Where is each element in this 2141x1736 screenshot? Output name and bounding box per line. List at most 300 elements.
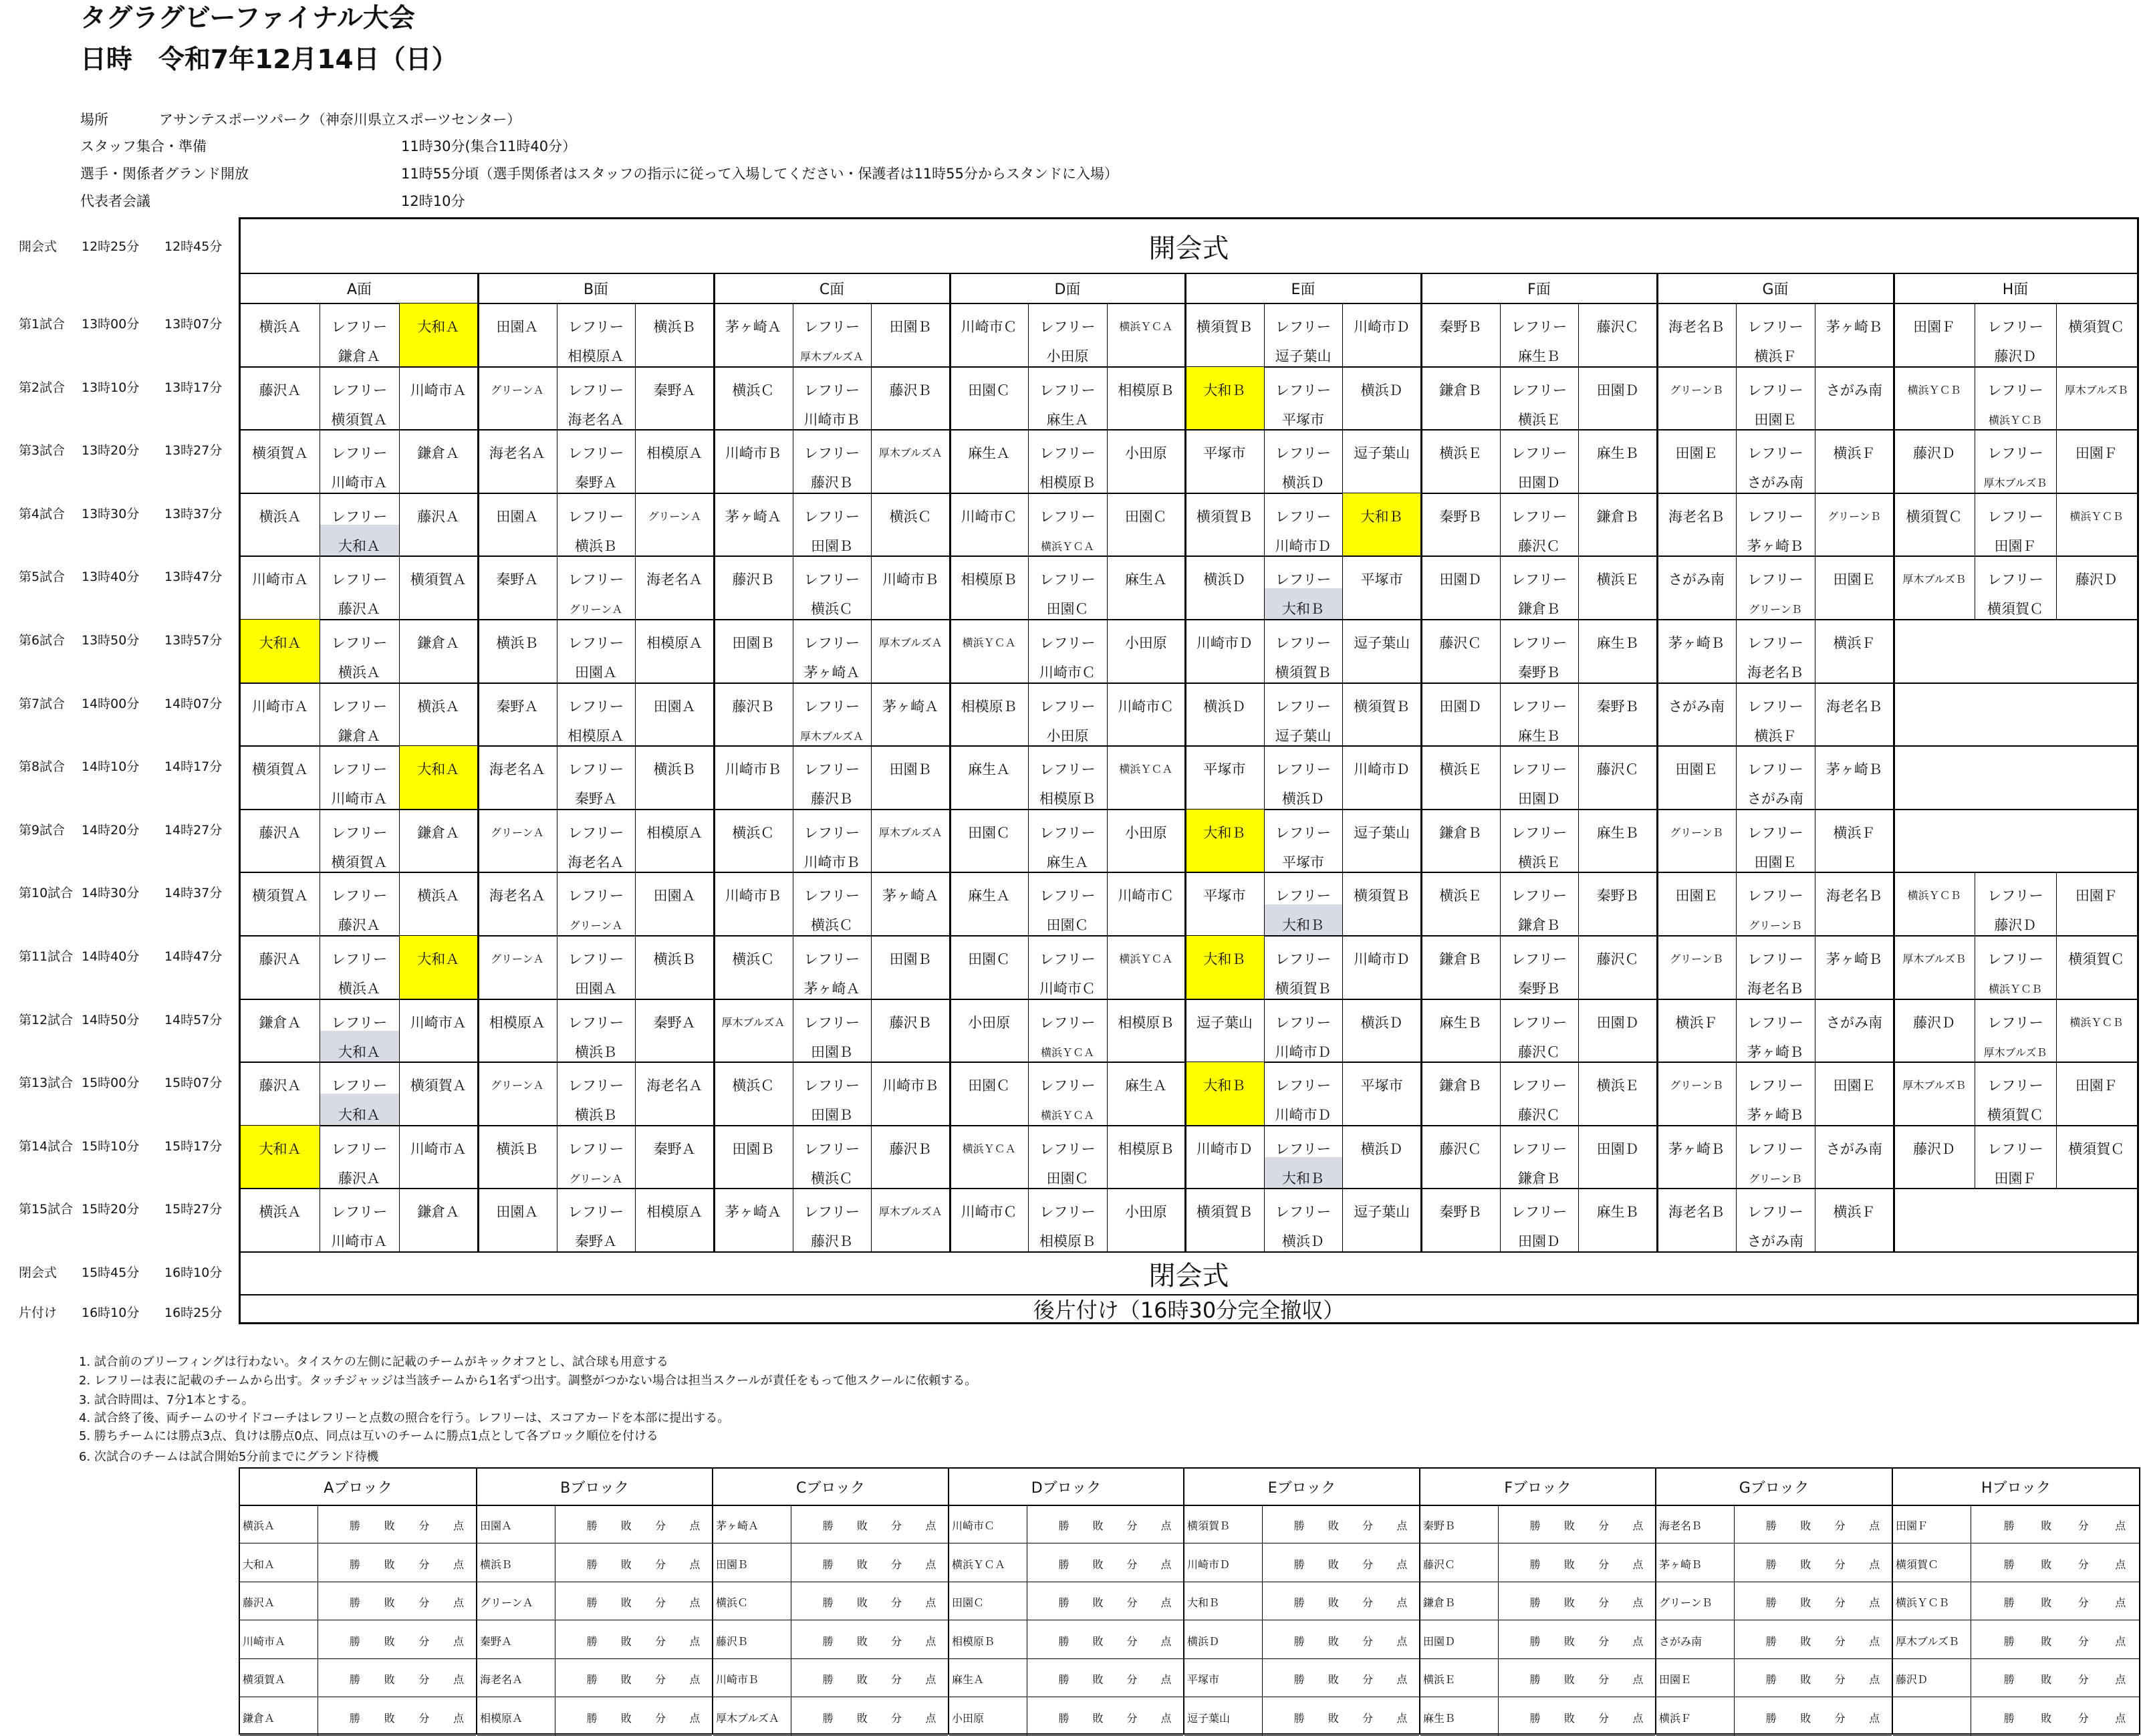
standings-col-label: 分 bbox=[891, 1711, 902, 1725]
standings-tables bbox=[239, 1467, 2139, 1735]
referee-cell: レフリー 鎌倉Ａ bbox=[331, 698, 388, 744]
standings-col-label: 点 bbox=[2115, 1634, 2126, 1648]
referee-cell: レフリー 麻生Ｂ bbox=[1511, 698, 1567, 744]
standings-row bbox=[1184, 1505, 1419, 1543]
standings-col-label: 勝 bbox=[2003, 1519, 2015, 1532]
team-cell: 海老名Ａ bbox=[489, 445, 545, 462]
team-cell: 平塚市 bbox=[1203, 445, 1246, 462]
standings-col-label: 敗 bbox=[1328, 1519, 1339, 1532]
standings-col-label: 勝 bbox=[822, 1634, 834, 1648]
opening-time-label: 開会式 12時25分 12時45分 bbox=[19, 239, 223, 254]
referee-cell: レフリー 横浜Ａ bbox=[331, 635, 388, 680]
team-cell: 川崎市Ｂ bbox=[725, 445, 781, 462]
standings-col-label: 分 bbox=[891, 1558, 902, 1571]
standings-col-label: 点 bbox=[925, 1596, 936, 1609]
team-cell: 藤沢Ｂ bbox=[889, 1014, 932, 1031]
referee-cell: レフリー 横浜Ｆ bbox=[1747, 698, 1803, 744]
team-cell: 横浜Ｃ bbox=[732, 1078, 775, 1094]
standings-col-label: 勝 bbox=[349, 1558, 360, 1571]
block-team: 田園Ｅ bbox=[1659, 1673, 1692, 1686]
standings-col-label: 点 bbox=[1632, 1673, 1644, 1686]
standings-row bbox=[949, 1658, 1183, 1697]
standings-col-label: 点 bbox=[1396, 1673, 1408, 1686]
referee-cell: レフリー 大和Ａ bbox=[320, 999, 398, 1063]
referee-cell: レフリー 川崎市Ｃ bbox=[1039, 951, 1096, 997]
standings-block bbox=[1655, 1467, 1893, 1735]
standings-row bbox=[713, 1505, 948, 1543]
team-cell: 横浜Ａ bbox=[259, 319, 301, 335]
team-cell: グリーンＢ bbox=[1670, 826, 1723, 839]
team-cell: 川崎市Ｂ bbox=[882, 572, 939, 588]
standings-col-label: 敗 bbox=[1328, 1673, 1339, 1686]
team-cell: 田園Ａ bbox=[653, 888, 696, 904]
team-cell: 田園Ｃ bbox=[968, 951, 1011, 967]
team-cell: 横須賀Ｂ bbox=[1354, 888, 1410, 904]
block-team: 相模原Ａ bbox=[480, 1711, 523, 1725]
referee-cell: レフリー 横浜ＹＣＡ bbox=[1039, 1014, 1096, 1059]
referee-cell: レフリー 田園Ｃ bbox=[1039, 1140, 1096, 1187]
team-cell: 茅ヶ崎Ａ bbox=[882, 888, 939, 904]
referee-cell: レフリー 横浜ＹＣＡ bbox=[1039, 508, 1096, 553]
team-cell: 逗子葉山 bbox=[1354, 635, 1410, 651]
referee-cell: レフリー 横浜Ｄ bbox=[1275, 445, 1332, 491]
standings-col-label: 分 bbox=[1126, 1558, 1138, 1571]
block-title: Aブロック bbox=[240, 1469, 476, 1506]
standings-col-label: 点 bbox=[689, 1673, 701, 1686]
standings-row bbox=[713, 1582, 948, 1620]
team-cell: 横浜ＹＣＢ bbox=[1907, 383, 1961, 396]
referee-cell: レフリー 藤沢Ａ bbox=[331, 1140, 388, 1187]
standings-col-label: 勝 bbox=[2003, 1596, 2015, 1609]
referee-cell: レフリー さがみ南 bbox=[1747, 445, 1803, 491]
standings-col-label: 敗 bbox=[1563, 1711, 1575, 1725]
team-cell: 田園Ｆ bbox=[2075, 888, 2118, 904]
team-cell: 田園Ｂ bbox=[732, 635, 775, 651]
block-team: 田園Ａ bbox=[480, 1519, 513, 1532]
block-team: 横浜ＹＣＢ bbox=[1896, 1596, 1950, 1609]
team-cell: 逗子葉山 bbox=[1354, 824, 1410, 841]
standings-block bbox=[1419, 1467, 1656, 1735]
referee-cell bbox=[1975, 1189, 2055, 1252]
standings-col-label: 点 bbox=[1632, 1634, 1644, 1648]
team-cell: さがみ南 bbox=[1826, 1140, 1882, 1157]
standings-col-label: 敗 bbox=[620, 1673, 632, 1686]
referee-cell: レフリー 田園Ｅ bbox=[1747, 824, 1803, 870]
referee-cell: レフリー 厚木ブルズＢ bbox=[1983, 1014, 2047, 1059]
standings-col-label: 敗 bbox=[1800, 1634, 1811, 1648]
team-cell: 相模原Ａ bbox=[646, 635, 703, 651]
standings-row bbox=[1420, 1582, 1655, 1620]
referee-cell: レフリー 秦野Ａ bbox=[568, 761, 624, 808]
team-cell: 逗子葉山 bbox=[1196, 1014, 1253, 1031]
standings-col-label: 分 bbox=[418, 1711, 430, 1725]
block-team: 海老名Ａ bbox=[480, 1673, 523, 1686]
team-cell: 川崎市Ａ bbox=[252, 572, 309, 588]
team-cell: 田園Ａ bbox=[496, 1204, 539, 1221]
team-cell: 横浜Ａ bbox=[417, 698, 460, 715]
referee-cell: レフリー 茅ヶ崎Ｂ bbox=[1747, 1014, 1803, 1060]
standings-col-label: 点 bbox=[689, 1519, 701, 1532]
block-title: Dブロック bbox=[949, 1469, 1183, 1506]
team-cell: 大和Ａ bbox=[241, 620, 320, 683]
standings-row bbox=[949, 1505, 1183, 1543]
court-header: C面 bbox=[819, 281, 845, 298]
standings-row bbox=[1420, 1505, 1655, 1543]
team-cell: 横浜Ｂ bbox=[653, 761, 696, 778]
team-cell: 横浜Ａ bbox=[417, 888, 460, 904]
referee-cell: レフリー グリーンＢ bbox=[1747, 572, 1803, 616]
standings-col-label: 勝 bbox=[1293, 1519, 1305, 1532]
team-cell bbox=[2056, 1189, 2137, 1252]
team-cell: 大和Ａ bbox=[399, 746, 478, 810]
standings-col-label: 分 bbox=[655, 1596, 666, 1609]
standings-col-label: 点 bbox=[453, 1519, 465, 1532]
note-line: 2. レフリーは表に記載のチームから出す。タッチジャッジは当該チームから1名ずつ出す。調整がつかない場合は担当スクールが責任をもって他スクールに依頼する。 bbox=[79, 1374, 977, 1388]
referee-cell: レフリー グリーンＢ bbox=[1747, 1140, 1803, 1185]
standings-row bbox=[1420, 1697, 1655, 1736]
team-cell: 海老名Ａ bbox=[646, 572, 703, 588]
standings-row bbox=[240, 1543, 476, 1582]
team-cell: 横須賀Ｂ bbox=[1196, 319, 1253, 335]
standings-row bbox=[1893, 1697, 2139, 1736]
standings-col-label: 点 bbox=[2115, 1558, 2126, 1571]
standings-block bbox=[1892, 1467, 2140, 1735]
standings-col-label: 分 bbox=[1126, 1596, 1138, 1609]
team-cell: 横浜Ｅ bbox=[1596, 572, 1639, 588]
standings-row bbox=[1184, 1620, 1419, 1659]
team-cell: 厚木ブルズＢ bbox=[2064, 383, 2128, 396]
block-team: 横浜Ｄ bbox=[1187, 1634, 1220, 1648]
standings-col-label: 勝 bbox=[2003, 1634, 2015, 1648]
standings-col-label: 敗 bbox=[1092, 1711, 1104, 1725]
team-cell: 川崎市Ｄ bbox=[1196, 635, 1253, 651]
team-cell: 田園Ｃ bbox=[1124, 508, 1167, 525]
standings-col-label: 点 bbox=[1160, 1711, 1172, 1725]
team-cell: 茅ヶ崎Ｂ bbox=[1826, 951, 1882, 967]
info-value: 12時10分 bbox=[401, 193, 465, 209]
standings-col-label: 敗 bbox=[2041, 1596, 2052, 1609]
team-cell: 海老名Ａ bbox=[646, 1078, 703, 1094]
standings-col-label: 分 bbox=[655, 1711, 666, 1725]
standings-col-label: 点 bbox=[1160, 1634, 1172, 1648]
referee-cell bbox=[1975, 683, 2055, 747]
referee-cell: レフリー 川崎市Ｃ bbox=[1039, 635, 1096, 680]
court-header: E面 bbox=[1291, 281, 1315, 298]
standings-col-label: 分 bbox=[418, 1596, 430, 1609]
referee-cell: レフリー 藤沢Ｂ bbox=[803, 445, 860, 491]
team-cell: 茅ヶ崎Ｂ bbox=[1826, 761, 1882, 778]
team-cell: 鎌倉Ａ bbox=[417, 445, 460, 462]
team-cell bbox=[1894, 810, 1975, 873]
team-cell: 麻生Ｂ bbox=[1596, 635, 1639, 651]
standings-col-label: 勝 bbox=[349, 1519, 360, 1532]
referee-cell: レフリー 横浜ＹＣＢ bbox=[1987, 951, 2043, 995]
standings-col-label: 分 bbox=[891, 1519, 902, 1532]
referee-cell: レフリー さがみ南 bbox=[1747, 761, 1803, 808]
team-cell: グリーンＡ bbox=[648, 509, 701, 523]
block-team: 横須賀Ｂ bbox=[1187, 1519, 1231, 1532]
info-value: アサンテスポーツパーク（神奈川県立スポーツセンター） bbox=[159, 112, 521, 128]
referee-cell: レフリー 横浜Ｂ bbox=[568, 508, 624, 554]
team-cell: 川崎市Ｂ bbox=[725, 888, 781, 904]
block-team: 田園Ｃ bbox=[952, 1596, 985, 1609]
referee-cell: レフリー 厚木ブルズＡ bbox=[800, 698, 864, 743]
standings-col-label: 勝 bbox=[1293, 1711, 1305, 1725]
team-cell: 藤沢Ｃ bbox=[1596, 951, 1639, 967]
standings-col-label: 敗 bbox=[2041, 1673, 2052, 1686]
referee-cell: レフリー 藤沢Ｃ bbox=[1511, 1078, 1567, 1124]
team-cell: 横浜ＹＣＢ bbox=[2069, 509, 2124, 523]
team-cell: 田園Ｂ bbox=[889, 319, 932, 335]
team-cell: 相模原Ｂ bbox=[961, 572, 1017, 588]
referee-cell: レフリー 平塚市 bbox=[1275, 824, 1332, 870]
team-cell: グリーンＢ bbox=[1670, 953, 1723, 965]
team-cell bbox=[1894, 1189, 1975, 1252]
standings-col-label: 勝 bbox=[822, 1519, 834, 1532]
referee-cell: レフリー 小田原 bbox=[1039, 698, 1096, 744]
team-cell: 藤沢Ｃ bbox=[1439, 1140, 1482, 1157]
referee-cell: レフリー 横須賀Ｂ bbox=[1275, 951, 1332, 997]
referee-cell: レフリー 横浜Ｅ bbox=[1511, 382, 1567, 428]
standings-col-label: 勝 bbox=[1529, 1673, 1541, 1686]
team-cell: 田園Ａ bbox=[653, 698, 696, 715]
team-cell: 横浜Ｆ bbox=[1833, 1204, 1876, 1221]
team-cell: 麻生Ｂ bbox=[1596, 1204, 1639, 1221]
team-cell: 厚木ブルズＢ bbox=[1902, 953, 1967, 965]
team-cell: 鎌倉Ａ bbox=[417, 824, 460, 841]
standings-col-label: 点 bbox=[1396, 1519, 1408, 1532]
block-team: 横浜Ａ bbox=[243, 1519, 275, 1532]
referee-cell: レフリー 平塚市 bbox=[1275, 382, 1332, 428]
standings-row bbox=[949, 1582, 1183, 1620]
team-cell: 田園Ｄ bbox=[1439, 572, 1482, 588]
team-cell: 茅ヶ崎Ｂ bbox=[1826, 319, 1882, 335]
block-team: 横浜ＹＣＡ bbox=[952, 1558, 1006, 1571]
block-team: 川崎市Ｃ bbox=[952, 1519, 995, 1532]
standings-row bbox=[1184, 1582, 1419, 1620]
team-cell: 川崎市Ｃ bbox=[961, 319, 1017, 335]
standings-col-label: 敗 bbox=[384, 1519, 395, 1532]
block-team: 厚木ブルズＡ bbox=[716, 1711, 779, 1725]
team-cell: 逗子葉山 bbox=[1354, 1204, 1410, 1221]
team-cell: 相模原Ｂ bbox=[1118, 382, 1174, 398]
block-team: 鎌倉Ａ bbox=[243, 1711, 275, 1725]
referee-cell: レフリー 川崎市Ａ bbox=[331, 761, 388, 808]
team-cell bbox=[1894, 683, 1975, 747]
block-team: 厚木ブルズＢ bbox=[1896, 1634, 1959, 1648]
standings-col-label: 分 bbox=[418, 1558, 430, 1571]
referee-cell: レフリー 横浜Ｃ bbox=[803, 888, 860, 934]
team-cell: 相模原Ａ bbox=[646, 445, 703, 462]
team-cell: 藤沢Ｂ bbox=[889, 382, 932, 398]
standings-col-label: 点 bbox=[925, 1558, 936, 1571]
team-cell: 横浜Ｅ bbox=[1439, 761, 1482, 778]
block-title: Bブロック bbox=[477, 1469, 712, 1506]
team-cell: 藤沢Ｂ bbox=[889, 1140, 932, 1157]
team-cell: 大和Ｂ bbox=[1185, 810, 1264, 873]
standings-col-label: 点 bbox=[1869, 1519, 1880, 1532]
standings-col-label: 分 bbox=[1362, 1711, 1374, 1725]
standings-col-label: 勝 bbox=[1765, 1596, 1777, 1609]
standings-col-label: 敗 bbox=[384, 1673, 395, 1686]
team-cell: 横須賀Ｂ bbox=[1354, 698, 1410, 715]
team-cell: 横須賀Ｃ bbox=[2068, 1140, 2125, 1157]
standings-col-label: 分 bbox=[655, 1519, 666, 1532]
standings-row bbox=[477, 1505, 712, 1543]
block-team: 海老名Ｂ bbox=[1659, 1519, 1703, 1532]
team-cell: 横須賀Ｂ bbox=[1196, 508, 1253, 525]
standings-row bbox=[240, 1697, 476, 1736]
standings-row bbox=[477, 1697, 712, 1736]
standings-col-label: 分 bbox=[655, 1558, 666, 1571]
standings-row bbox=[240, 1582, 476, 1620]
team-cell: 相模原Ｂ bbox=[961, 698, 1017, 715]
standings-col-label: 敗 bbox=[2041, 1711, 2052, 1725]
team-cell: 田園Ｂ bbox=[732, 1140, 775, 1157]
block-team: 藤沢Ｃ bbox=[1423, 1558, 1456, 1571]
standings-col-label: 勝 bbox=[2003, 1673, 2015, 1686]
standings-col-label: 勝 bbox=[1529, 1596, 1541, 1609]
team-cell: 秦野Ａ bbox=[496, 572, 539, 588]
standings-col-label: 敗 bbox=[856, 1673, 868, 1686]
team-cell: 海老名Ｂ bbox=[1826, 698, 1882, 715]
team-cell: 海老名Ａ bbox=[489, 761, 545, 778]
team-cell: 鎌倉Ａ bbox=[417, 1204, 460, 1221]
standings-col-label: 分 bbox=[418, 1673, 430, 1686]
referee-cell: レフリー 藤沢Ｃ bbox=[1511, 508, 1567, 554]
block-team: 川崎市Ａ bbox=[243, 1634, 286, 1648]
info-label: 代表者会議 bbox=[80, 193, 150, 209]
standings-col-label: 分 bbox=[1598, 1634, 1610, 1648]
standings-col-label: 点 bbox=[1632, 1596, 1644, 1609]
team-cell: 大和Ｂ bbox=[1185, 936, 1264, 999]
referee-cell: レフリー 田園Ｆ bbox=[1987, 508, 2043, 554]
referee-cell: レフリー 厚木ブルズＢ bbox=[1983, 445, 2047, 490]
team-cell: 秦野Ａ bbox=[496, 698, 539, 715]
standings-col-label: 点 bbox=[689, 1558, 701, 1571]
team-cell: 横浜Ｄ bbox=[1360, 1140, 1403, 1157]
standings-col-label: 分 bbox=[2077, 1596, 2089, 1609]
referee-cell: レフリー 相模原Ｂ bbox=[1039, 761, 1096, 808]
team-cell: 厚木ブルズＡ bbox=[878, 1205, 942, 1219]
block-title: Cブロック bbox=[713, 1469, 948, 1506]
match-time-label: 第9試合 14時20分 14時27分 bbox=[19, 822, 223, 838]
standings-block bbox=[476, 1467, 713, 1735]
team-cell: 田園Ｆ bbox=[2075, 1078, 2118, 1094]
info-label: 選手・関係者グランド開放 bbox=[80, 166, 249, 182]
team-cell: 秦野Ｂ bbox=[1439, 508, 1482, 525]
team-cell: 田園Ｅ bbox=[1675, 445, 1718, 462]
standings-col-label: 勝 bbox=[349, 1711, 360, 1725]
referee-cell: レフリー 相模原Ａ bbox=[568, 319, 624, 364]
standings-col-label: 分 bbox=[655, 1673, 666, 1686]
referee-cell: レフリー 横浜Ｂ bbox=[568, 1078, 624, 1124]
standings-col-label: 点 bbox=[1160, 1558, 1172, 1571]
standings-row bbox=[1420, 1543, 1655, 1582]
standings-col-label: 分 bbox=[891, 1634, 902, 1648]
team-cell: 藤沢Ｃ bbox=[1596, 319, 1639, 335]
team-cell: 川崎市Ａ bbox=[410, 382, 467, 398]
referee-cell: レフリー 川崎市Ｄ bbox=[1275, 1014, 1332, 1060]
standings-col-label: 勝 bbox=[586, 1634, 598, 1648]
court-header: H面 bbox=[2002, 281, 2029, 298]
team-cell: 横浜Ｃ bbox=[732, 382, 775, 398]
team-cell: 茅ヶ崎Ａ bbox=[725, 1204, 781, 1221]
standings-row bbox=[1893, 1543, 2139, 1582]
team-cell: 横浜Ｆ bbox=[1833, 445, 1876, 462]
standings-block bbox=[1183, 1467, 1420, 1735]
team-cell: 茅ヶ崎Ａ bbox=[725, 319, 781, 335]
team-cell: 横浜Ｆ bbox=[1833, 824, 1876, 841]
referee-cell: レフリー 横浜Ｅ bbox=[1511, 824, 1567, 870]
team-cell: さがみ南 bbox=[1668, 698, 1725, 715]
referee-cell: レフリー 田園Ｄ bbox=[1511, 761, 1567, 808]
info-label: 場所 bbox=[80, 112, 108, 128]
block-team: 横須賀Ａ bbox=[243, 1673, 286, 1686]
standings-col-label: 勝 bbox=[1765, 1634, 1777, 1648]
closing-ceremony-banner: 閉会式 bbox=[1148, 1260, 1229, 1291]
standings-col-label: 点 bbox=[1632, 1711, 1644, 1725]
standings-col-label: 勝 bbox=[1529, 1558, 1541, 1571]
court-header: D面 bbox=[1054, 281, 1081, 298]
standings-row bbox=[1893, 1582, 2139, 1620]
team-cell: 横浜Ｅ bbox=[1439, 888, 1482, 904]
team-cell: 横浜Ｆ bbox=[1675, 1014, 1718, 1031]
referee-cell: レフリー 小田原 bbox=[1039, 319, 1096, 364]
referee-cell: レフリー 藤沢Ａ bbox=[331, 888, 388, 934]
standings-col-label: 点 bbox=[453, 1673, 465, 1686]
page-title: タグラグビーファイナル大会 bbox=[80, 3, 415, 33]
team-cell: 茅ヶ崎Ｂ bbox=[1668, 1140, 1725, 1157]
team-cell: 藤沢Ｄ bbox=[1913, 445, 1956, 462]
team-cell: 秦野Ａ bbox=[653, 1140, 696, 1157]
team-cell: 田園Ｄ bbox=[1596, 1014, 1639, 1031]
standings-col-label: 勝 bbox=[822, 1558, 834, 1571]
team-cell: 小田原 bbox=[1124, 445, 1167, 462]
standings-col-label: 敗 bbox=[1800, 1558, 1811, 1571]
match-time-label: 第10試合 14時30分 14時37分 bbox=[19, 886, 223, 901]
standings-col-label: 勝 bbox=[349, 1634, 360, 1648]
block-team: 藤沢Ｄ bbox=[1896, 1673, 1928, 1686]
team-cell: 横浜Ｄ bbox=[1203, 572, 1246, 588]
block-team: 秦野Ａ bbox=[480, 1634, 513, 1648]
standings-row bbox=[713, 1658, 948, 1697]
referee-cell: レフリー 麻生Ａ bbox=[1039, 382, 1096, 428]
standings-col-label: 点 bbox=[925, 1634, 936, 1648]
team-cell bbox=[2056, 746, 2137, 810]
standings-col-label: 勝 bbox=[1058, 1519, 1069, 1532]
team-cell: グリーンＢ bbox=[1828, 509, 1881, 523]
team-cell: 秦野Ａ bbox=[653, 382, 696, 398]
team-cell: 川崎市Ａ bbox=[252, 698, 309, 715]
note-line: 5. 勝ちチームには勝点3点、負けは勝点0点、同点は互いのチームに勝点1点として各ブロック順位を付ける bbox=[79, 1429, 658, 1443]
standings-col-label: 敗 bbox=[1563, 1634, 1575, 1648]
standings-col-label: 勝 bbox=[586, 1519, 598, 1532]
team-cell: 川崎市Ａ bbox=[410, 1014, 467, 1031]
standings-col-label: 敗 bbox=[1563, 1519, 1575, 1532]
team-cell: 秦野Ｂ bbox=[1439, 319, 1482, 335]
referee-cell: レフリー 川崎市Ｄ bbox=[1275, 1078, 1332, 1124]
standings-block bbox=[948, 1467, 1184, 1735]
referee-cell: レフリー 逗子葉山 bbox=[1275, 698, 1332, 744]
standings-col-label: 分 bbox=[418, 1519, 430, 1532]
standings-col-label: 点 bbox=[1869, 1634, 1880, 1648]
standings-col-label: 敗 bbox=[1800, 1673, 1811, 1686]
match-time-label: 第12試合 14時50分 14時57分 bbox=[19, 1012, 223, 1027]
referee-cell: レフリー 大和Ａ bbox=[320, 1062, 398, 1126]
standings-col-label: 点 bbox=[1396, 1558, 1408, 1571]
standings-col-label: 分 bbox=[1598, 1673, 1610, 1686]
